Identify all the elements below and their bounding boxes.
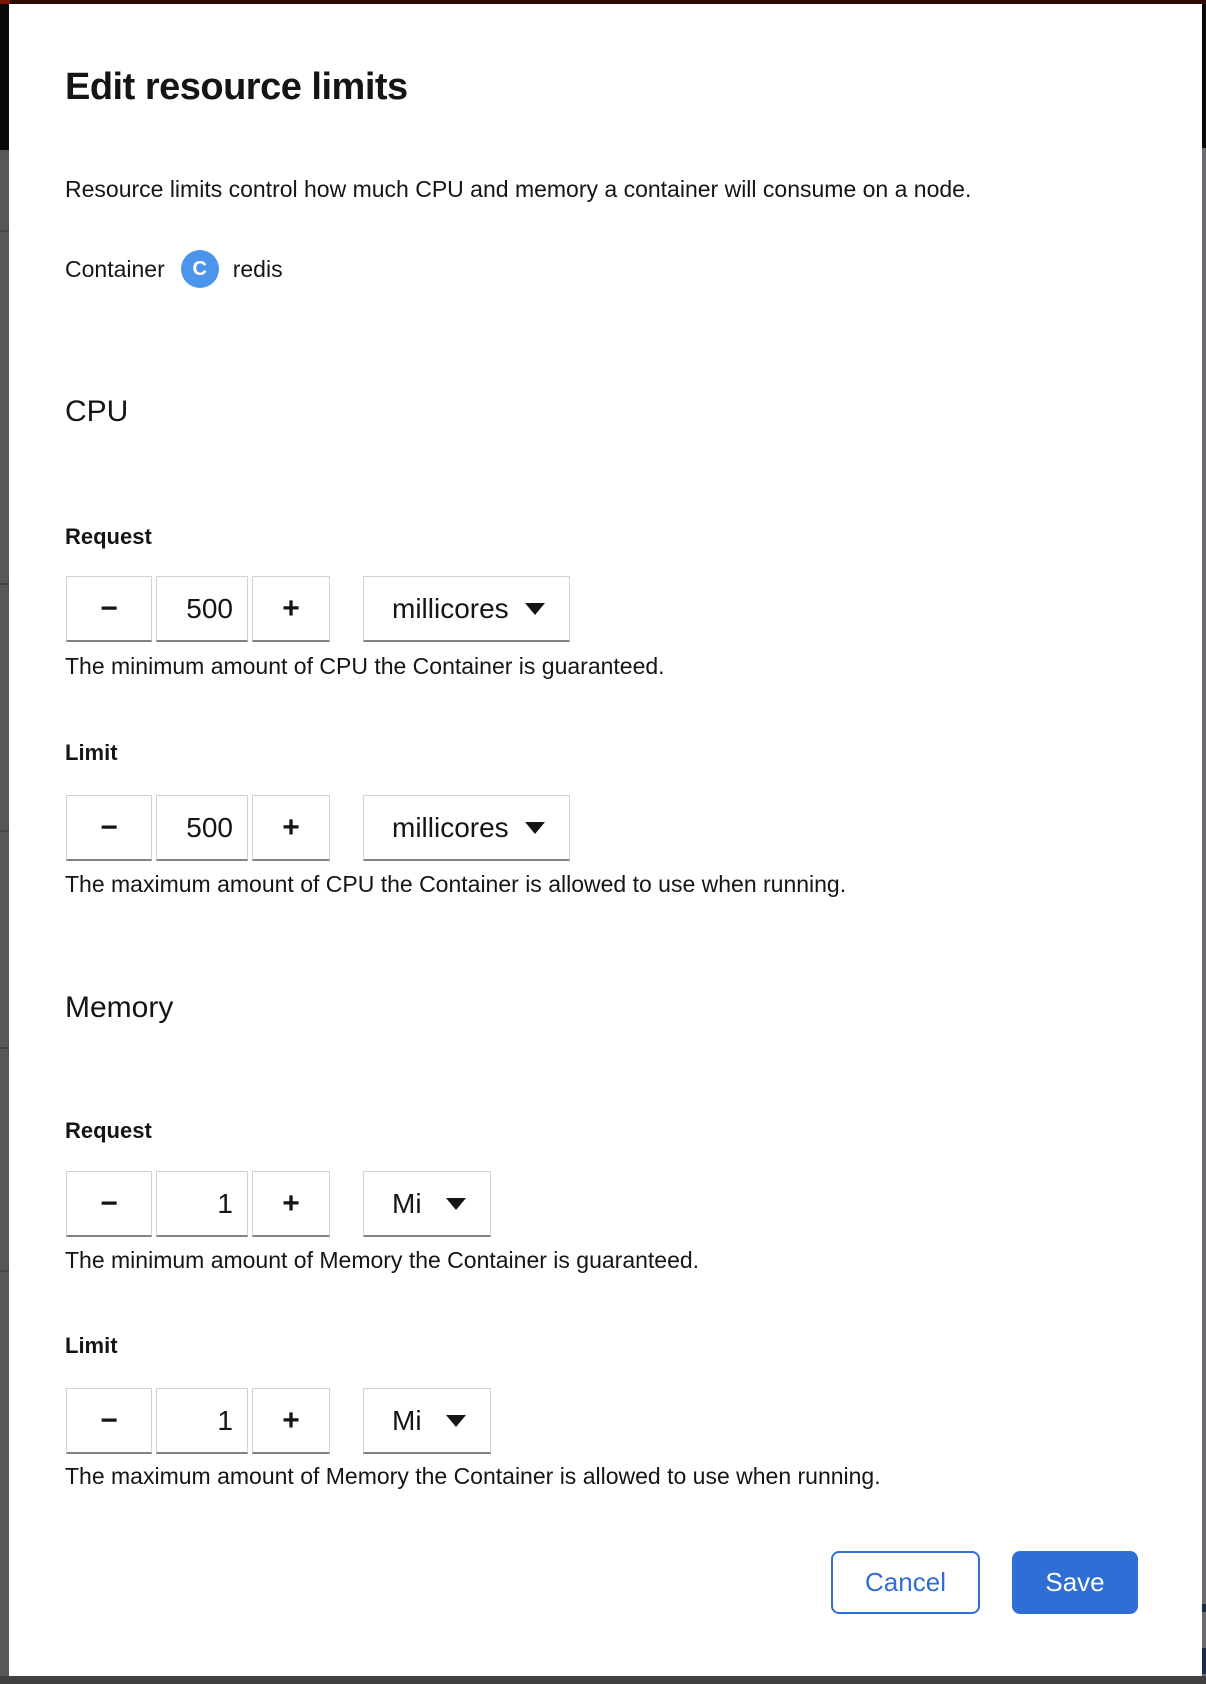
caret-down-icon: [525, 603, 545, 615]
cpu-limit-label: Limit: [65, 740, 118, 765]
background-divider: [0, 1047, 9, 1049]
memory-request-value-input[interactable]: [156, 1171, 248, 1237]
memory-limit-row: [66, 1388, 491, 1454]
memory-limit-unit-select[interactable]: [363, 1388, 491, 1454]
minus-icon: −: [100, 591, 118, 625]
plus-icon: +: [282, 810, 300, 844]
cpu-request-helper: The minimum amount of CPU the Container is guaranteed.: [65, 653, 665, 679]
background-divider: [0, 230, 9, 232]
background-artifact: [1202, 1648, 1206, 1674]
save-button[interactable]: Save: [1012, 1551, 1138, 1614]
memory-request-helper: The minimum amount of Memory the Container is guaranteed.: [65, 1247, 700, 1273]
background-masthead-edge: [0, 4, 9, 150]
background-masthead-edge: [1202, 0, 1206, 148]
memory-limit-label: Limit: [65, 1333, 118, 1358]
caret-down-icon: [446, 1198, 466, 1210]
cpu-request-number-input: [66, 576, 330, 642]
memory-limit-increment-button[interactable]: [252, 1388, 330, 1454]
memory-limit-helper: The maximum amount of Memory the Container is allowed to use when running.: [65, 1463, 881, 1489]
cpu-request-row: [66, 576, 570, 642]
cpu-limit-helper: The maximum amount of CPU the Container is allowed to use when running.: [65, 871, 847, 897]
caret-down-icon: [525, 822, 545, 834]
cpu-request-decrement-button[interactable]: [66, 576, 152, 642]
background-sidebar-edge: [0, 4, 9, 1676]
background-artifact: [1202, 1604, 1206, 1612]
minus-icon: −: [100, 1186, 118, 1220]
cpu-limit-unit-value: millicores: [392, 811, 509, 843]
memory-section-heading: Memory: [65, 991, 174, 1024]
container-label: Container: [65, 255, 165, 282]
background-divider: [0, 583, 9, 585]
memory-limit-unit-value: Mi: [392, 1404, 422, 1436]
container-name: redis: [232, 255, 283, 282]
caret-down-icon: [446, 1415, 466, 1427]
memory-request-unit-select[interactable]: [363, 1171, 491, 1237]
background-divider: [0, 1270, 9, 1272]
background-bottom-edge: [0, 1676, 1206, 1684]
memory-request-label: Request: [65, 1118, 152, 1143]
cpu-limit-decrement-button[interactable]: [66, 795, 152, 861]
background-right-edge: [1202, 0, 1206, 1684]
cpu-limit-increment-button[interactable]: [252, 795, 330, 861]
background-divider: [0, 830, 9, 832]
minus-icon: −: [100, 810, 118, 844]
modal-title: Edit resource limits: [65, 66, 408, 108]
background-top-edge: [0, 0, 1206, 4]
container-kind-badge: C: [181, 250, 219, 288]
plus-icon: +: [282, 591, 300, 625]
plus-icon: +: [282, 1403, 300, 1437]
memory-request-number-input: [66, 1171, 330, 1237]
cpu-request-unit-select[interactable]: [363, 576, 570, 642]
minus-icon: −: [100, 1403, 118, 1437]
cpu-limit-unit-select[interactable]: [363, 795, 570, 861]
container-row: [65, 250, 283, 288]
cpu-limit-number-input: [66, 795, 330, 861]
plus-icon: +: [282, 1186, 300, 1220]
cancel-button[interactable]: Cancel: [831, 1551, 980, 1614]
memory-limit-number-input: [66, 1388, 330, 1454]
cpu-request-increment-button[interactable]: [252, 576, 330, 642]
memory-limit-value-input[interactable]: [156, 1388, 248, 1454]
memory-request-decrement-button[interactable]: [66, 1171, 152, 1237]
memory-request-row: [66, 1171, 491, 1237]
cpu-limit-value-input[interactable]: [156, 795, 248, 861]
memory-request-increment-button[interactable]: [252, 1171, 330, 1237]
cpu-request-label: Request: [65, 524, 152, 549]
cpu-limit-row: [66, 795, 570, 861]
modal-description: Resource limits control how much CPU and memory a container will consume on a node.: [65, 176, 972, 202]
memory-request-unit-value: Mi: [392, 1187, 422, 1219]
background-top-edge-artifact: [0, 0, 10, 4]
cpu-request-value-input[interactable]: [156, 576, 248, 642]
memory-limit-decrement-button[interactable]: [66, 1388, 152, 1454]
cpu-request-unit-value: millicores: [392, 592, 509, 624]
cpu-section-heading: CPU: [65, 395, 129, 428]
